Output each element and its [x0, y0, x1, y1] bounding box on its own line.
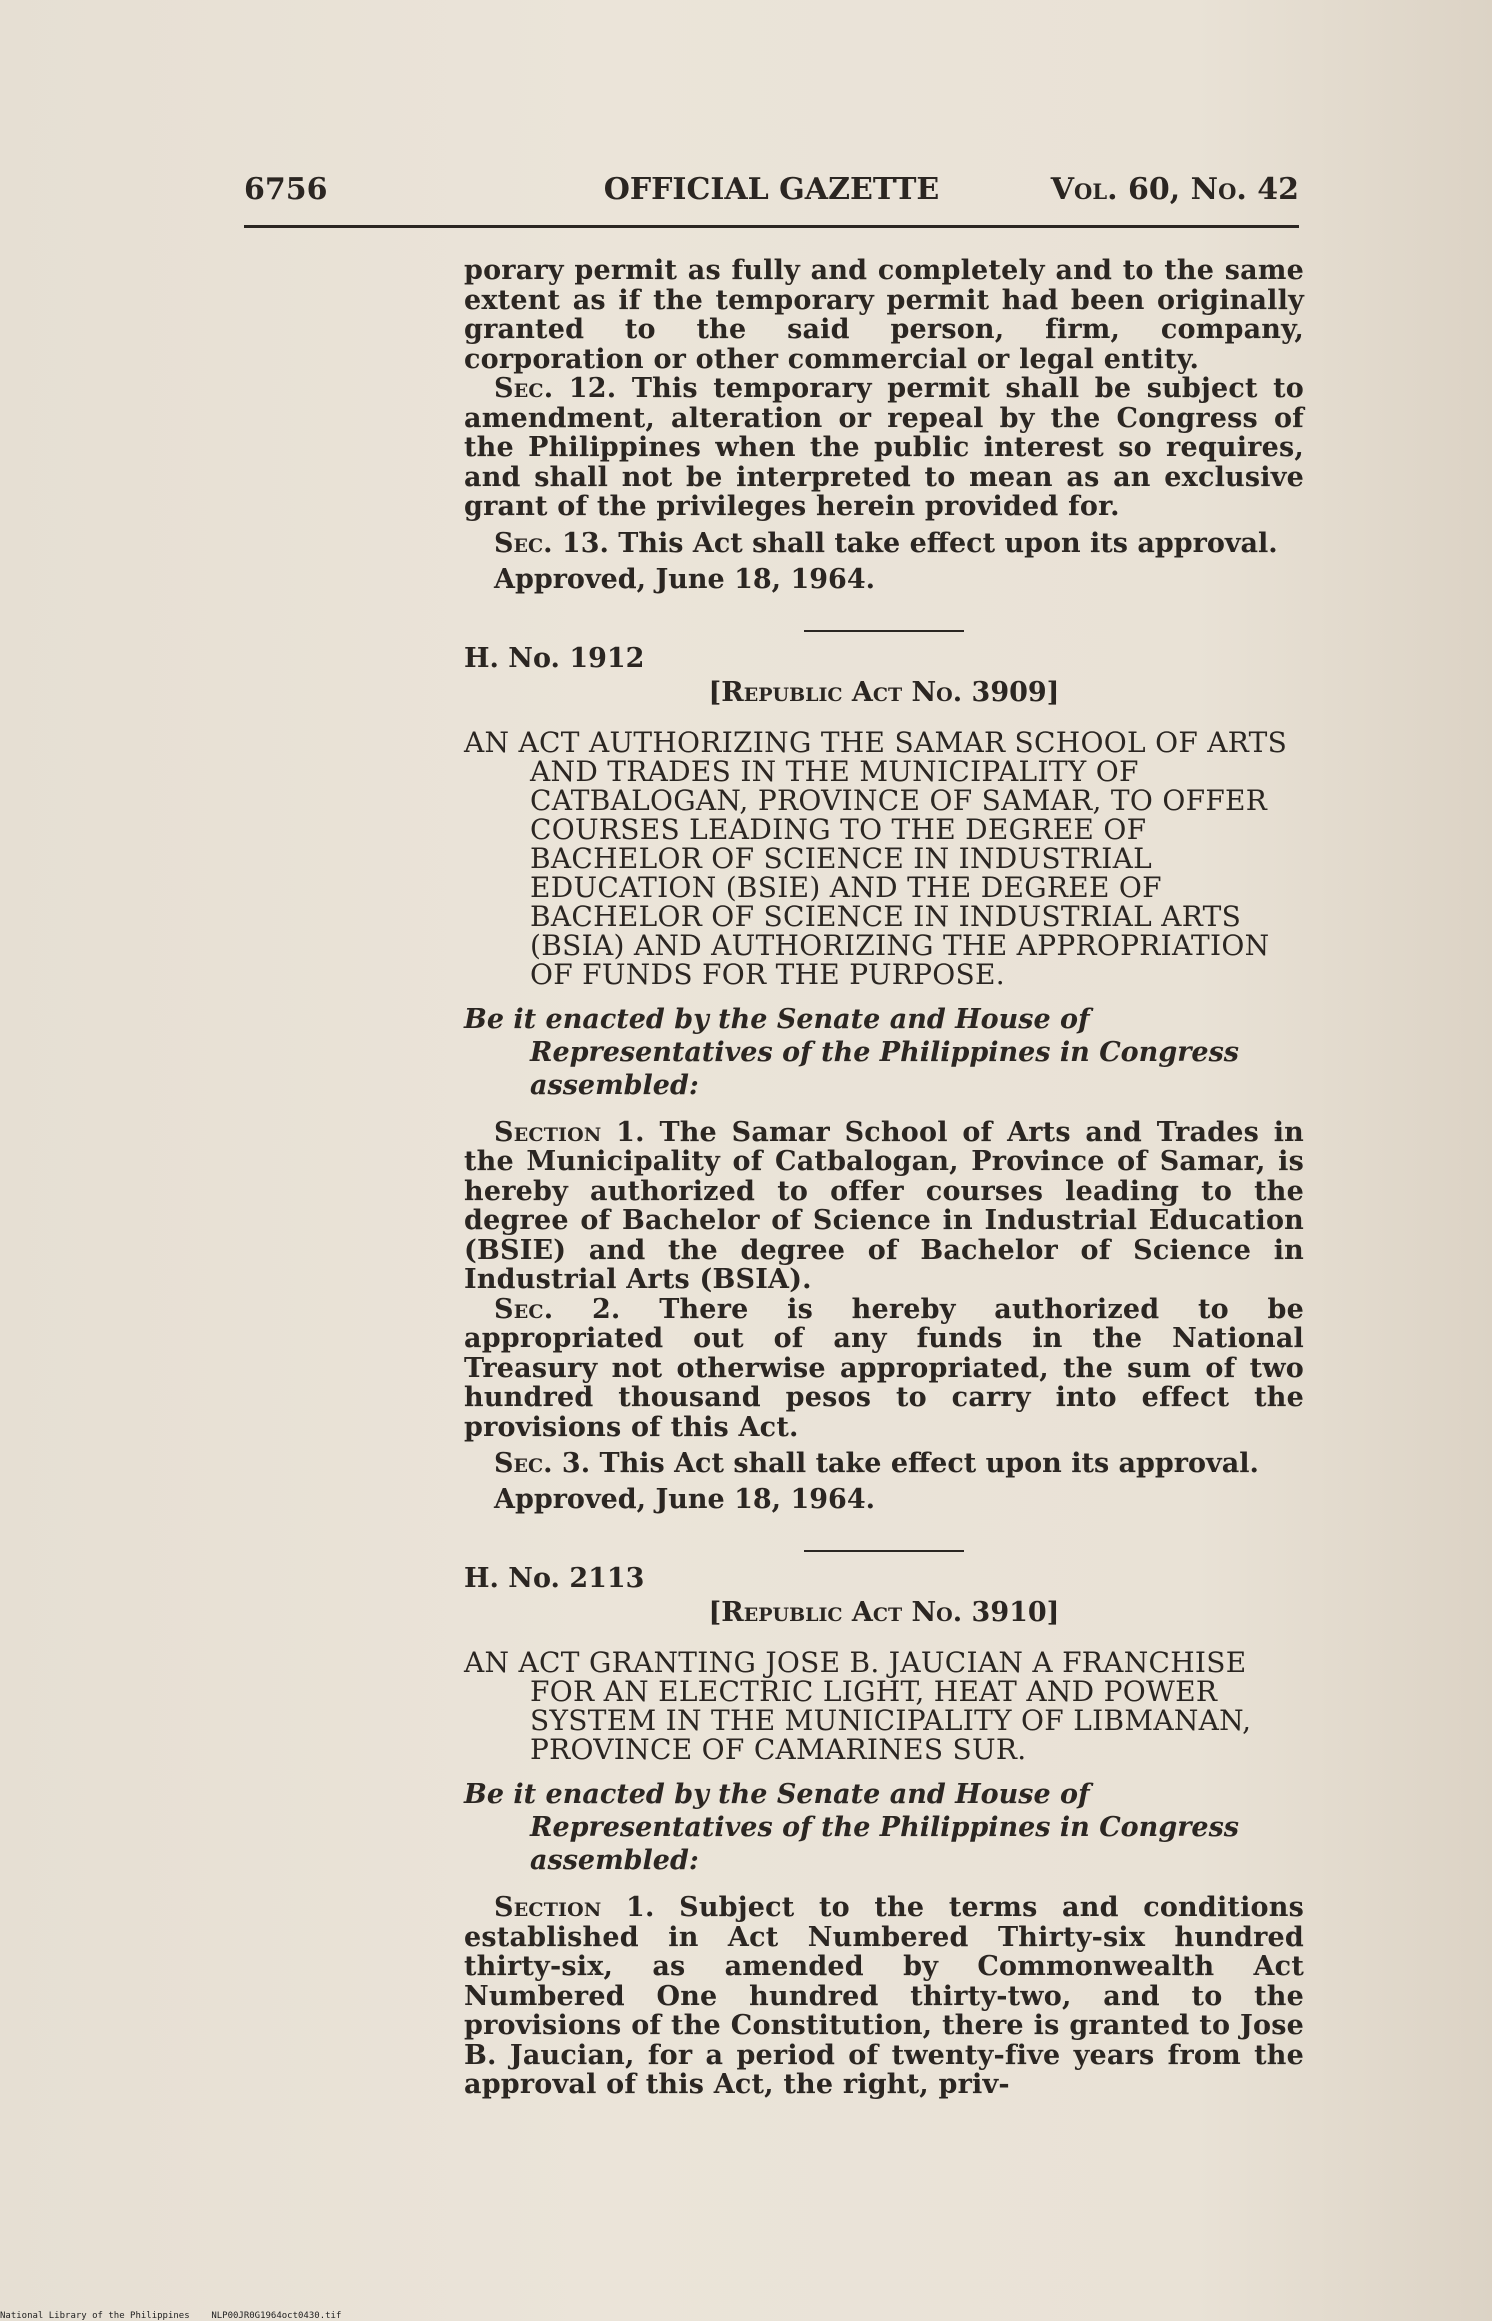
page-number: 6756: [244, 172, 328, 207]
section-label: Sec. 12.: [494, 373, 617, 404]
section-text: The Samar School of Arts and Trades in the Municipality of Catbalogan, Province of Samar, is hereby authorized to offer courses leading to the degree of Bachelor of Science in Industrial Education (BSIE) and the degree of Bachelor of Science in Industrial Arts (BSIA).: [464, 1116, 1304, 1295]
republic-act-number: [Republic Act No. 3910]: [708, 1597, 1060, 1628]
section-label: Sec. 3.: [494, 1448, 591, 1479]
volume-number: Vol. 60, No. 42: [1050, 172, 1299, 207]
section-separator: [804, 630, 964, 632]
section-13: [464, 526, 1304, 562]
section-text: This Act shall take effect upon its approval.: [599, 1448, 1259, 1479]
section-2: [464, 1295, 1304, 1443]
scan-footer: National Library of the Philippines NLP00JR0G1964oct0430.tif: [0, 2311, 342, 2321]
publication-title: OFFICIAL GAZETTE: [603, 172, 940, 207]
section-label: Sec. 2.: [494, 1293, 621, 1325]
section-1: [464, 1118, 1304, 1295]
house-bill-number: H. No. 2113: [464, 1563, 645, 1594]
section-1: [464, 1893, 1304, 2100]
section-text: Subject to the terms and conditions established in Act Numbered Thirty-six hundred thirty-six, as amended by Commonwealth Act Numbered One hundred thirty-two, and to the provisions of the Constitution, there is granted to Jose B. Jaucian, for a period of twenty-five years from the approval of this Act, the right, priv-: [464, 1892, 1304, 2100]
section-separator: [804, 1550, 964, 1552]
approval-date: Approved, June 18, 1964.: [494, 563, 876, 595]
act-title: AN ACT AUTHORIZING THE SAMAR SCHOOL OF ARTS AND TRADES IN THE MUNICIPALITY OF CATBALOGAN, PROVINCE OF SAMAR, TO OFFER COURSES LEADING TO THE DEGREE OF BACHELOR OF SCIENCE IN INDUSTRIAL EDUCATION (BSIE) AND THE DEGREE OF BACHELOR OF SCIENCE IN INDUSTRIAL ARTS (BSIA) AND AUTHORIZING THE APPROPRIATION OF FUNDS FOR THE PURPOSE.: [464, 725, 1288, 991]
section-12: [464, 374, 1304, 522]
republic-act-number: [Republic Act No. 3909]: [708, 676, 1060, 708]
section-text: This temporary permit shall be subject to amendment, alteration or repeal by the Congress of the Philippines when the public interest so requires, and shall not be interpreted to mean as an exclusive grant of the privileges herein provided for.: [464, 373, 1305, 522]
running-header: [244, 172, 1299, 212]
header-rule: [244, 225, 1299, 228]
section-text: This Act shall take effect upon its approval.: [618, 527, 1278, 559]
section-label: Section 1.: [494, 1116, 645, 1148]
enacting-clause: Be it enacted by the Senate and House of Representatives of the Philippines in Congress assembled:: [464, 1779, 1240, 1876]
page-body: [464, 256, 1304, 2100]
enacting-clause: Be it enacted by the Senate and House of Representatives of the Philippines in Congress assembled:: [464, 1003, 1240, 1101]
house-bill-number: H. No. 1912: [464, 642, 645, 674]
section-3: [464, 1446, 1304, 1482]
section-label: Section 1.: [494, 1892, 655, 1923]
section-text: There is hereby authorized to be appropriated out of any funds in the National Treasury not otherwise appropriated, the sum of two hundred thousand pesos to carry into effect the provisions of this Act.: [464, 1293, 1304, 1443]
section-label: Sec. 13.: [494, 527, 609, 559]
act-title: AN ACT GRANTING JOSE B. JAUCIAN A FRANCHISE FOR AN ELECTRIC LIGHT, HEAT AND POWER SYSTEM IN THE MUNICIPALITY OF LIBMANAN, PROVINCE OF CAMARINES SUR.: [464, 1646, 1252, 1766]
continuation-paragraph: porary permit as fully and completely and to the same extent as if the temporary permit had been originally granted to the said person, firm, company, corporation or other commercial or legal entity.: [464, 255, 1304, 375]
approval-date: Approved, June 18, 1964.: [494, 1484, 876, 1515]
